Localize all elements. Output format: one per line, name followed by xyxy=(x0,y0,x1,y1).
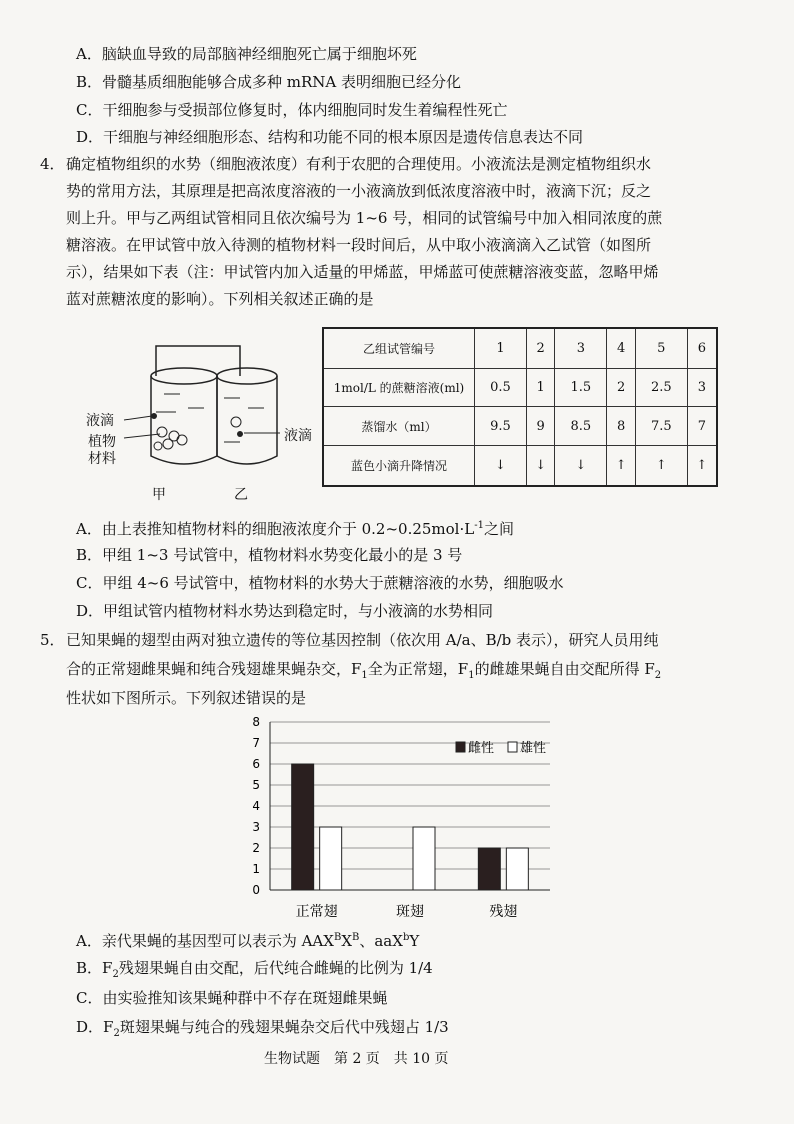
table-cell: 7 xyxy=(687,407,717,446)
y-tick-label: 7 xyxy=(252,736,260,750)
q4-stem-line: 糖溶液。在甲试管中放入待测的植物材料一段时间后，从中取小液滴滴入乙试管（如图所 xyxy=(66,236,652,254)
legend-label: 雄性 xyxy=(520,741,547,756)
y-tick-label: 2 xyxy=(252,841,260,855)
table-cell: 6 xyxy=(687,328,717,368)
option-text: 斑翅果蝇与纯合的残翅果蝇杂交后代中残翅占 1/3 xyxy=(119,1018,449,1036)
q5-stem-line: 已知果蝇的翅型由两对独立遗传的等位基因控制（依次用 A/a、B/b 表示），研究人员用纯 xyxy=(66,631,659,649)
table-cell: 5 xyxy=(635,328,687,368)
table-cell: ↓ xyxy=(526,446,555,486)
q3-option-a: A．脑缺血导致的局部脑神经细胞死亡属于细胞坏死 xyxy=(76,45,417,63)
q4-option-d: D．甲组试管内植物材料水势达到稳定时，与小液滴的水势相同 xyxy=(76,602,494,620)
table-cell: ↑ xyxy=(687,446,717,486)
results-table xyxy=(322,327,718,487)
beaker-figure xyxy=(84,338,324,508)
bar-male xyxy=(413,827,435,890)
bar-male xyxy=(506,848,528,890)
y-tick-label: 3 xyxy=(252,820,260,834)
q4-option-a-text: A．由上表推知植物材料的细胞液浓度介于 0.2~0.25mol·L xyxy=(76,520,475,538)
q5-option-d xyxy=(76,1017,449,1044)
q5-stem-line: 性状如下图所示。下列叙述错误的是 xyxy=(66,689,307,707)
superscript: B xyxy=(352,932,360,943)
table-cell: 1 xyxy=(475,328,527,368)
table-cell: 1.5 xyxy=(555,368,607,407)
label-material: 材料 xyxy=(88,451,116,467)
q3-option-c: C．干细胞参与受损部位修复时，体内细胞同时发生着编程性死亡 xyxy=(76,101,508,119)
q5-stem-line xyxy=(66,659,661,686)
x-tick-label: 残翅 xyxy=(489,904,518,920)
y-tick-label: 4 xyxy=(252,799,260,813)
subscript: 2 xyxy=(112,969,119,980)
y-tick-label: 6 xyxy=(252,757,260,771)
option-text: B．F xyxy=(76,959,113,977)
table-cell: 2 xyxy=(607,368,636,407)
table-cell: 9 xyxy=(526,407,555,446)
bar-female xyxy=(292,764,314,890)
q4-option-a xyxy=(76,516,514,539)
table-cell: 3 xyxy=(555,328,607,368)
y-tick-label: 8 xyxy=(252,715,260,729)
stem-text: 全为正常翅，F xyxy=(367,660,469,678)
table-cell: ↑ xyxy=(635,446,687,486)
option-text: X xyxy=(341,932,352,950)
pipette-tube xyxy=(156,346,240,376)
x-tick-label: 正常翅 xyxy=(295,904,338,920)
x-tick-label: 斑翅 xyxy=(396,904,424,920)
table-cell: 7.5 xyxy=(635,407,687,446)
legend-swatch xyxy=(456,742,465,752)
option-text: 残翅果蝇自由交配，后代纯合雌蝇的比例为 1/4 xyxy=(118,959,433,977)
label-droplet-left: 液滴 xyxy=(86,413,114,429)
table-cell: 1 xyxy=(526,368,555,407)
table-cell: ↓ xyxy=(475,446,527,486)
subscript: 1 xyxy=(468,670,475,681)
table-cell: 9.5 xyxy=(475,407,527,446)
subscript: 1 xyxy=(361,670,368,681)
table-cell: 4 xyxy=(607,328,636,368)
q3-option-b: B．骨髓基质细胞能够合成多种 mRNA 表明细胞已经分化 xyxy=(76,73,462,91)
table-header: 1mol/L 的蔗糖溶液(ml) xyxy=(323,368,475,407)
table-cell: 8 xyxy=(607,407,636,446)
option-text: D．F xyxy=(76,1018,114,1036)
beaker-jia xyxy=(151,368,217,464)
table-header: 蓝色小滴升降情况 xyxy=(323,446,475,486)
beaker-yi xyxy=(217,368,277,464)
label-plant: 植物 xyxy=(88,434,116,450)
y-tick-label: 1 xyxy=(252,862,260,876)
q5-option-c: C．由实验推知该果蝇种群中不存在斑翅雌果蝇 xyxy=(76,989,388,1007)
q4-option-c: C．甲组 4~6 号试管中，植物材料的水势大于蔗糖溶液的水势，细胞吸水 xyxy=(76,574,564,592)
q4-option-a-tail: 之间 xyxy=(483,520,514,538)
option-text: Y xyxy=(409,932,420,950)
table-cell: 2 xyxy=(526,328,555,368)
subscript: 2 xyxy=(113,1028,120,1039)
q5-option-b xyxy=(76,958,433,985)
superscript: b xyxy=(402,932,410,943)
table-cell: 3 xyxy=(687,368,717,407)
table-header: 乙组试管编号 xyxy=(323,328,475,368)
table-cell: 2.5 xyxy=(635,368,687,407)
q4-stem-line: 示），结果如下表（注：甲试管内加入适量的甲烯蓝，甲烯蓝可使蔗糖溶液变蓝，忽略甲烯 xyxy=(66,263,659,281)
option-text: A．亲代果蝇的基因型可以表示为 AAX xyxy=(76,932,334,950)
y-tick-label: 5 xyxy=(252,778,260,792)
q4-stem-line: 蓝对蔗糖浓度的影响）。下列相关叙述正确的是 xyxy=(66,290,374,308)
q3-option-d: D．干细胞与神经细胞形态、结构和功能不同的根本原因是遗传信息表达不同 xyxy=(76,128,584,146)
wing-type-bar-chart xyxy=(240,712,560,922)
label-tube-jia: 甲 xyxy=(152,487,166,503)
y-tick-label: 0 xyxy=(252,883,260,897)
stem-text: 合的正常翅雌果蝇和纯合残翅雄果蝇杂交，F xyxy=(66,660,362,678)
superscript: B xyxy=(333,932,342,943)
bar-female xyxy=(478,848,500,890)
table-header: 蒸馏水（ml） xyxy=(323,407,475,446)
legend-label: 雌性 xyxy=(468,741,495,756)
label-tube-yi: 乙 xyxy=(234,487,248,503)
q5-option-a xyxy=(76,928,419,951)
table-cell: 8.5 xyxy=(555,407,607,446)
q4-stem-line: 确定植物组织的水势（细胞液浓度）有利于农肥的合理使用。小液流法是测定植物组织水 xyxy=(66,155,652,173)
legend-swatch xyxy=(508,742,517,752)
subscript: 2 xyxy=(654,670,662,681)
stem-text: 的雌雄果蝇自由交配所得 F xyxy=(474,660,655,678)
q4-stem-line: 则上升。甲与乙两组试管相同且依次编号为 1~6 号，相同的试管编号中加入相同浓度的蔗 xyxy=(66,209,663,227)
q4-number: 4． xyxy=(40,155,65,173)
q4-stem-line: 势的常用方法，其原理是把高浓度溶液的一小液滴放到低浓度溶液中时，液滴下沉；反之 xyxy=(66,182,652,200)
q4-option-a-sup: -1 xyxy=(474,520,484,531)
q5-number: 5． xyxy=(40,631,65,649)
table-cell: ↑ xyxy=(607,446,636,486)
table-cell: 0.5 xyxy=(475,368,527,407)
page-footer: 生物试题 第 2 页 共 10 页 xyxy=(264,1051,449,1067)
label-droplet-right: 液滴 xyxy=(284,428,312,444)
bar-male xyxy=(320,827,342,890)
option-text: 、aaX xyxy=(359,932,403,950)
q4-option-b: B．甲组 1~3 号试管中，植物材料水势变化最小的是 3 号 xyxy=(76,546,463,564)
table-cell: ↓ xyxy=(555,446,607,486)
